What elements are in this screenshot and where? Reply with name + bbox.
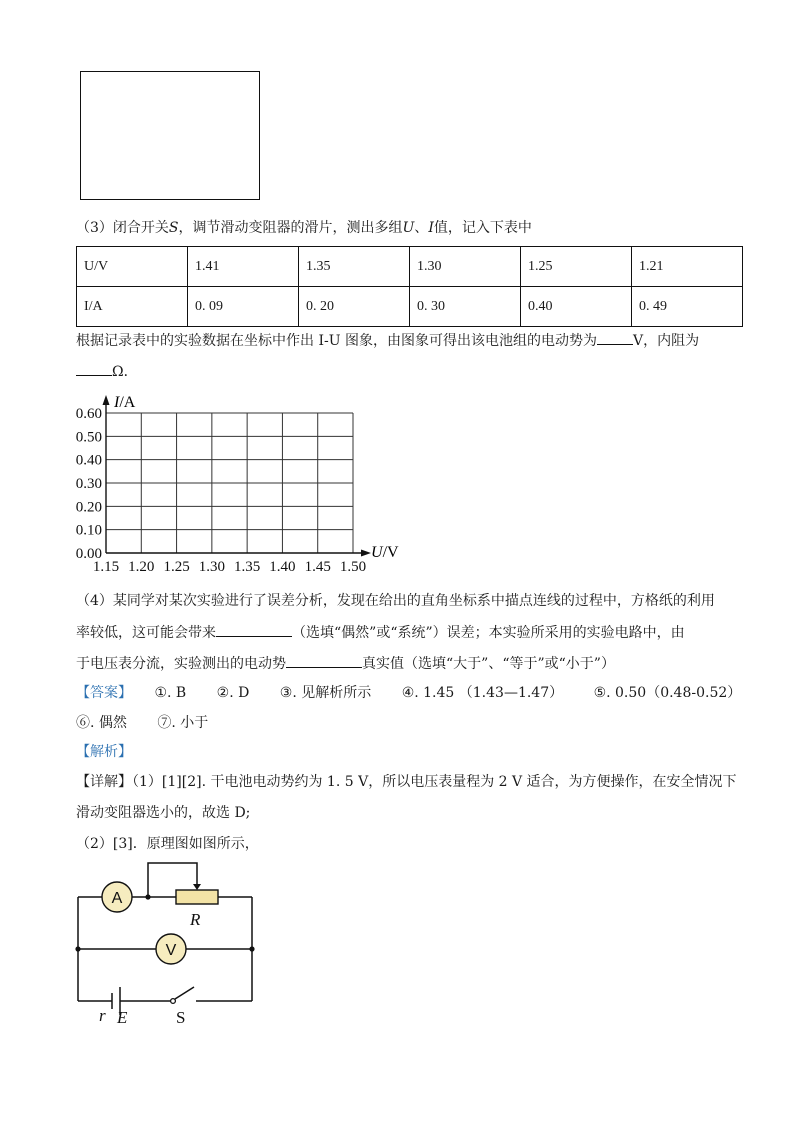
junction-dot xyxy=(249,946,254,951)
switch-icon xyxy=(175,987,194,999)
answer-item: ②. D xyxy=(216,685,250,701)
ammeter-label: A xyxy=(111,890,123,907)
answer-row-2 xyxy=(76,713,208,733)
detail-label: 【详解】 xyxy=(76,774,132,790)
question-line-emf: 根据记录表中的实验数据在坐标中作出 I-U 图象，由图象可得出该电池组的电动势为 V，内阻为 xyxy=(76,330,699,351)
question-line-resistance: Ω． xyxy=(76,361,138,382)
answer-blank xyxy=(216,622,292,637)
resistor-label: R xyxy=(190,910,201,929)
data-table xyxy=(76,246,743,327)
answer-item: ③. 见解析所示 xyxy=(279,685,372,701)
x-tick-label: 1.50 xyxy=(339,559,367,575)
part4-line-1: （4）某同学对某次实验进行了误差分析，发现在给出的直角坐标系中描点连线的过程中，方格纸的利用 xyxy=(76,593,715,609)
table-cell: 1.30 xyxy=(410,247,521,287)
x-tick-label: 1.35 xyxy=(234,559,261,575)
x-tick-label: 1.45 xyxy=(304,559,331,575)
y-tick-label: 0.30 xyxy=(75,476,102,492)
answer-item: ①. B xyxy=(154,685,187,701)
chart-grid xyxy=(106,413,353,553)
table-cell: 1.35 xyxy=(299,247,410,287)
x-tick-label: 1.15 xyxy=(92,559,120,575)
slider-arrow xyxy=(193,884,201,890)
y-axis-label: I/A xyxy=(114,394,136,411)
rheostat-resistor xyxy=(176,890,218,904)
y-tick-label: 0.00 xyxy=(75,546,102,562)
table-row xyxy=(77,247,743,287)
junction-dot xyxy=(75,946,80,951)
answer-blank xyxy=(76,361,112,376)
table-cell: 0. 09 xyxy=(188,287,299,327)
x-tick-label: 1.30 xyxy=(198,559,225,575)
circuit-diagram xyxy=(70,855,290,1030)
junction-dot xyxy=(145,894,150,899)
x-axis-label: U/V xyxy=(371,544,399,561)
answer-item: ④. 1.45 （1.43—1.47） xyxy=(401,685,564,701)
x-ticks xyxy=(93,559,366,575)
table-row xyxy=(77,287,743,327)
y-tick-label: 0.60 xyxy=(75,406,102,422)
table-cell: 0. 30 xyxy=(410,287,521,327)
detail-line-2: 滑动变阻器选小的，故选 D; xyxy=(76,805,251,821)
y-tick-label: 0.10 xyxy=(75,522,102,539)
detail-line-3: （2）[3]．原理图如图所示， xyxy=(76,836,259,852)
part4-line-3: 于电压表分流，实验测出的电动势 真实值（选填“大于”、“等于”或“小于”） xyxy=(76,653,615,674)
answer-row-1 xyxy=(76,683,741,703)
circuit-answer-box xyxy=(80,71,260,200)
detail-line-1: 【详解】（1）[1][2]. 干电池电动势约为 1. 5 V，所以电压表量程为 2 V 适合，为方便操作，在安全情况下 xyxy=(76,774,737,790)
emf-label: E xyxy=(117,1008,128,1027)
table-cell: 0.40 xyxy=(521,287,632,327)
table-cell: I/A xyxy=(77,287,188,327)
answer-item: ⑦. 小于 xyxy=(157,715,209,731)
part4-line-2: 率较低，这可能会带来 （选填“偶然”或“系统”）误差；本实验所采用的实验电路中，由 xyxy=(76,622,685,643)
table-cell: 1.41 xyxy=(188,247,299,287)
y-ticks xyxy=(76,406,102,562)
table-cell: 0. 49 xyxy=(632,287,743,327)
answer-item: ⑤. 0.50（0.48-0.52） xyxy=(593,685,742,701)
table-cell: 0. 20 xyxy=(299,287,410,327)
y-tick-label: 0.40 xyxy=(75,452,102,469)
y-tick-label: 0.20 xyxy=(75,499,102,516)
answer-blank xyxy=(286,653,362,668)
answer-item: ⑥. 偶然 xyxy=(76,715,127,731)
x-axis-arrow xyxy=(361,550,371,557)
y-tick-label: 0.50 xyxy=(75,429,102,446)
iu-chart xyxy=(0,385,800,585)
x-tick-label: 1.20 xyxy=(128,559,155,575)
answer-blank xyxy=(597,330,633,345)
table-cell: 1.25 xyxy=(521,247,632,287)
answer-label: 【答案】 xyxy=(76,685,132,701)
voltmeter-label: V xyxy=(165,942,177,959)
internal-resistance-label: r xyxy=(99,1006,106,1025)
table-cell: U/V xyxy=(77,247,188,287)
y-axis-arrow xyxy=(103,395,110,405)
switch-icon xyxy=(171,999,176,1004)
x-tick-label: 1.25 xyxy=(163,559,190,575)
switch-label: S xyxy=(176,1008,186,1027)
part3-question: （3）闭合开关S，调节滑动变阻器的滑片，测出多组U、I值，记入下表中 xyxy=(76,220,532,236)
table-cell: 1.21 xyxy=(632,247,743,287)
x-tick-label: 1.40 xyxy=(269,559,296,575)
analysis-label: 【解析】 xyxy=(76,744,132,760)
